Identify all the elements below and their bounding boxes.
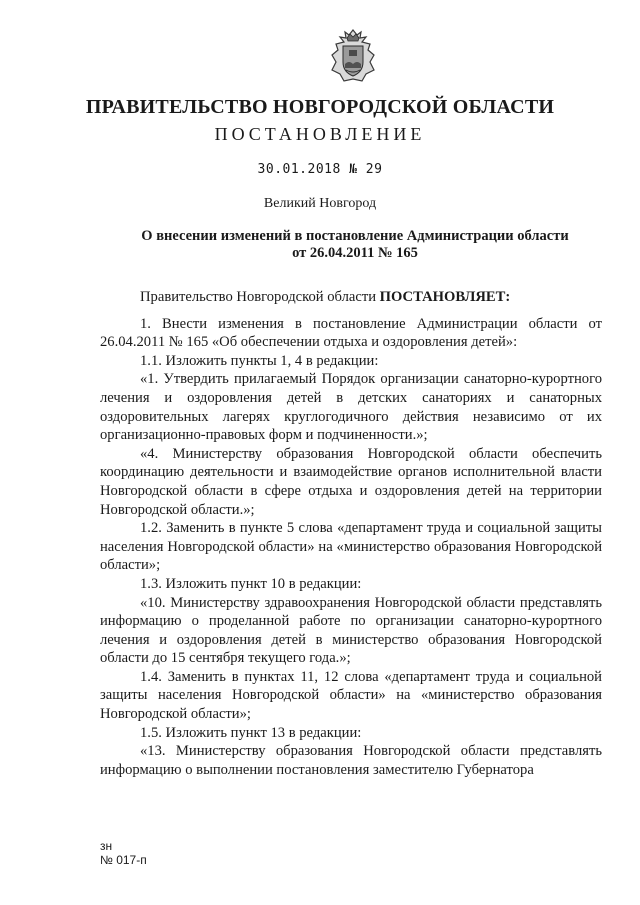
footer-code: № 017-п (100, 853, 147, 867)
footer-note (100, 839, 147, 867)
subject-line-2: от 26.04.2011 № 165 (292, 245, 418, 261)
document-type: ПОСТАНОВЛЕНИЕ (214, 124, 426, 144)
body-paragraph: 1.3. Изложить пункт 10 в редакции: (140, 575, 362, 592)
document-date-number: 30.01.2018 № 29 (257, 162, 383, 177)
body-paragraph: 1.2. Заменить в пункте 5 слова «департамент труда и социальной защиты населения Новгородской области» на «министерство образования Новгородской области»; (100, 520, 602, 574)
body-paragraph: 1. Внести изменения в постановление Администрации области от 26.04.2011 № 165 «Об обеспечении отдыха и оздоровления детей»: (100, 315, 602, 351)
subject-line-1: О внесении изменений в постановление Администрации области (141, 228, 569, 244)
government-title: ПРАВИТЕЛЬСТВО НОВГОРОДСКОЙ ОБЛАСТИ (85, 96, 555, 118)
body-paragraph: «10. Министерству здравоохранения Новгородской области представлять информацию о проделанной работе по организации санаторно-курортного лечения и оздоровления детей в министерство образования Новгородской области до 15 сентября текущего года.»; (100, 594, 602, 667)
intro-decree-word: ПОСТАНОВЛЯЕТ: (379, 289, 511, 305)
intro-paragraph (100, 288, 602, 307)
body-paragraph: «13. Министерству образования Новгородской области представлять информацию о выполнении постановления заместителю Губернатора (100, 743, 602, 778)
document-body (100, 288, 602, 779)
document-city: Великий Новгород (263, 196, 377, 211)
intro-text: Правительство Новгородской области (140, 289, 380, 305)
body-paragraph: 1.1. Изложить пункты 1, 4 в редакции: (140, 352, 379, 369)
document-subject (100, 228, 610, 262)
body-paragraph: «1. Утвердить прилагаемый Порядок организации санаторно-курортного лечения и оздоровления детей в детских санаториях и санаторных оздоровительных лагерях круглогодичного действия независимо от их организационно-правовых форм и подчиненности.»; (100, 371, 602, 444)
coat-of-arms-icon (328, 28, 378, 84)
footer-initials: зн (100, 839, 113, 853)
body-paragraph: 1.4. Заменить в пунктах 11, 12 слова «департамент труда и социальной защиты населения Новгородской области» на «министерство образования Новгородской области»; (100, 668, 602, 723)
body-paragraph: 1.5. Изложить пункт 13 в редакции: (140, 724, 362, 741)
body-paragraph: «4. Министерству образования Новгородской области обеспечить координацию деятельности и взаимодействие органов исполнительной власти Новгородской области в сфере отдыха и оздоровления детей на территории Новгородской области.»; (100, 445, 602, 518)
